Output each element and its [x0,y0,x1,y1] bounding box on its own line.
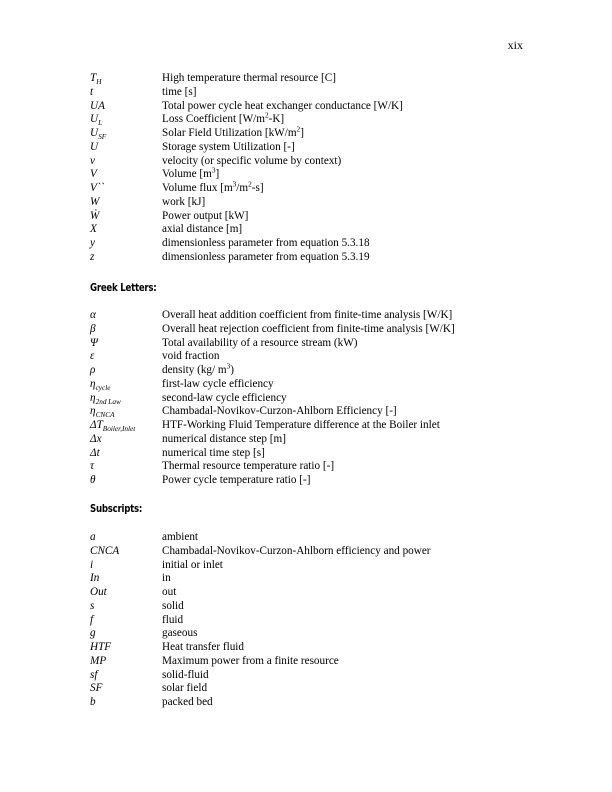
greek-description [162,405,397,419]
symbol-text: Δx [90,432,102,445]
description-text: -s] [251,182,264,194]
greek-description [162,309,452,323]
symbol-text: ΔT [90,419,103,431]
symbol-text: CNCA [90,544,120,557]
subscript-symbol [90,572,99,586]
subscript-description [162,627,197,641]
description-text: High temperature thermal resource [C] [162,72,336,84]
symbol-text: X [90,223,97,236]
description-text: density (kg/ m [162,364,227,376]
symbol-subscript: CNCA [95,411,115,420]
subscript-symbol [90,641,111,655]
symbol-text: V [90,168,97,181]
description-text: Overall heat rejection coefficient from finite-time analysis [W/K] [162,322,455,335]
nomenclature-description [162,168,219,182]
description-superscript: 2 [264,111,269,120]
description-text: work [kJ] [162,195,206,208]
description-superscript: 2 [296,125,301,134]
greek-symbol [90,460,94,474]
description-text: in [162,572,171,585]
nomenclature-symbol [90,72,101,86]
symbol-text: v [90,154,95,167]
subscript-symbol [90,545,119,559]
description-superscript: 3 [211,166,216,175]
nomenclature-symbol [90,237,95,251]
symbol-text: τ [90,460,95,473]
description-text: Chambadal-Novikov-Curzon-Ahlborn Efficiency [-] [162,405,397,418]
description-text: Total availability of a resource stream (kW) [162,336,358,349]
description-text: Thermal resource temperature ratio [-] [162,460,335,473]
symbol-subscript: L [98,119,103,128]
symbol-text: i [90,558,94,571]
description-text: packed bed [162,696,213,708]
symbol-text: z [90,250,95,263]
greek-description [162,337,358,351]
symbol-text: UA [90,99,105,112]
subscript-symbol [90,669,97,683]
symbol-text: f [90,613,94,626]
symbol-subscript: SF [98,133,107,142]
description-text: gaseous [162,627,198,640]
description-text: Overall heat addition coefficient from finite-time analysis [W/K] [162,309,453,321]
subscript-description [162,682,207,696]
greek-description [162,378,274,392]
description-text: HTF-Working Fluid Temperature difference at the Boiler inlet [162,419,440,431]
description-superscript: 3 [232,180,237,189]
nomenclature-description [162,113,284,127]
description-text: solid [162,599,184,612]
nomenclature-description [162,155,341,169]
greek-description [162,419,440,433]
description-text: time [s] [162,85,197,98]
description-text: Volume [m [162,168,212,181]
description-text: ambient [162,531,199,543]
symbol-text: b [90,696,96,708]
nomenclature-symbol [90,155,95,169]
greek-symbol [90,405,115,419]
symbol-text: t [90,85,94,98]
greek-description [162,323,455,337]
subscript-description [162,641,244,655]
nomenclature-symbol [90,196,99,210]
subscript-symbol [90,586,107,600]
subscript-description [162,586,176,600]
nomenclature-symbol [90,86,93,100]
nomenclature-symbol [90,127,106,141]
subscript-symbol [90,696,96,710]
greek-symbol [90,392,121,406]
subscript-symbol [90,627,96,641]
symbol-text: s [90,599,95,612]
subscript-symbol [90,655,106,669]
symbol-text: V`` [90,182,105,194]
symbol-subscript: cycle [95,383,111,392]
greek-symbol [90,433,102,447]
symbol-text: ρ [90,364,96,376]
description-text: numerical time step [s] [162,446,265,459]
greek-symbol [90,364,95,378]
symbol-text: g [90,627,96,640]
description-text: dimensionless parameter from equation 5.3.18 [162,237,370,249]
nomenclature-symbol [90,168,97,182]
description-text: fluid [162,613,184,626]
nomenclature-description [162,127,304,141]
description-text: second-law cycle efficiency [162,391,287,404]
symbol-text: T [90,72,97,84]
description-text: solid-fluid [162,668,209,681]
subscript-symbol [90,531,96,545]
description-text: ] [215,168,220,181]
symbol-text: Ψ [90,336,98,349]
greek-description [162,364,234,378]
symbol-text: a [90,531,96,543]
subscript-description [162,559,223,573]
greek-description [162,474,310,488]
symbol-text: U [90,127,99,139]
symbol-text: U [90,113,99,126]
symbol-text: Out [90,586,107,598]
description-text: dimensionless parameter from equation 5.3.19 [162,250,370,263]
symbol-subscript: 2nd Law [95,397,121,406]
greek-description [162,392,287,406]
greek-symbol [90,419,135,433]
symbol-text: η [90,377,96,390]
description-text: ) [230,364,235,376]
greek-symbol [90,323,96,337]
symbol-text: U [90,140,99,153]
description-text: out [162,586,177,598]
symbol-text: y [90,237,95,249]
greek-symbol [90,474,96,488]
symbol-text: MP [90,654,107,667]
greek-description [162,433,286,447]
description-text: /m [236,182,249,194]
nomenclature-symbol [90,100,105,114]
nomenclature-description [162,72,336,86]
description-text: Storage system Utilization [-] [162,140,295,153]
nomenclature-description [162,196,205,210]
nomenclature-description [162,223,242,237]
subscript-symbol [90,559,93,573]
subscript-symbol [90,614,93,628]
greek-symbol [90,447,100,461]
description-text: Chambadal-Novikov-Curzon-Ahlborn efficiency and power [162,544,431,557]
subscript-description [162,572,171,586]
symbol-text: η [90,405,96,418]
greek-symbol [90,378,110,392]
greek-symbol [90,337,98,351]
description-text: velocity (or specific volume by context) [162,154,342,167]
subscript-description [162,531,198,545]
symbol-text: Δt [90,446,100,459]
symbol-text: α [90,309,96,321]
greek-description [162,447,265,461]
subscript-description [162,696,213,710]
subscript-description [162,545,431,559]
symbol-text: η [90,391,96,404]
nomenclature-description [162,251,370,265]
symbol-text: HTF [90,641,112,653]
description-text: Maximum power from a finite resource [162,654,339,667]
page-number: xix [507,38,523,52]
description-text: numerical distance step [m] [162,432,286,445]
subscript-description [162,600,184,614]
description-text: Power cycle temperature ratio [-] [162,474,311,486]
greek-description [162,460,334,474]
nomenclature-symbol [90,141,98,155]
subscripts-heading: Subscripts: [90,503,143,515]
description-text: Total power cycle heat exchanger conductance [W/K] [162,99,403,112]
symbol-text: ε [90,350,95,363]
subscript-symbol [90,682,102,696]
description-text: first-law cycle efficiency [162,377,274,390]
nomenclature-description [162,237,370,251]
symbol-text: θ [90,474,96,486]
description-text: -K] [268,113,285,126]
nomenclature-description [162,182,264,196]
greek-symbol [90,309,96,323]
description-text: void fraction [162,350,220,363]
symbol-text: SF [90,682,103,695]
nomenclature-symbol [90,210,99,224]
symbol-text: Ẇ [90,209,100,222]
subscript-description [162,614,183,628]
description-text: Heat transfer fluid [162,641,245,653]
symbol-text: sf [90,668,98,681]
nomenclature-symbol [90,223,97,237]
symbol-subscript: Boiler,Inlet [102,425,136,434]
greek-description [162,350,219,364]
subscript-description [162,669,209,683]
symbol-text: In [90,572,100,585]
symbol-text: W [90,195,100,208]
description-text: ] [300,127,304,139]
nomenclature-description [162,141,295,155]
description-text: Volume flux [m [162,182,233,194]
description-text: Power output [kW] [162,209,249,222]
subscript-description [162,655,339,669]
subscript-symbol [90,600,94,614]
greek-letters-heading: Greek Letters: [90,282,157,294]
description-text: initial or inlet [162,558,223,571]
nomenclature-description [162,86,197,100]
nomenclature-description [162,210,248,224]
description-superscript: 2 [248,180,252,189]
description-text: solar field [162,682,208,695]
nomenclature-symbol [90,251,94,265]
description-text: Solar Field Utilization [kW/m [162,127,297,139]
greek-symbol [90,350,94,364]
symbol-text: β [90,322,96,335]
description-text: Loss Coefficient [W/m [162,113,265,126]
symbol-subscript: H [96,78,102,87]
nomenclature-symbol [90,113,102,127]
description-text: axial distance [m] [162,223,243,236]
description-superscript: 3 [226,362,231,371]
nomenclature-description [162,100,403,114]
nomenclature-symbol [90,182,104,196]
